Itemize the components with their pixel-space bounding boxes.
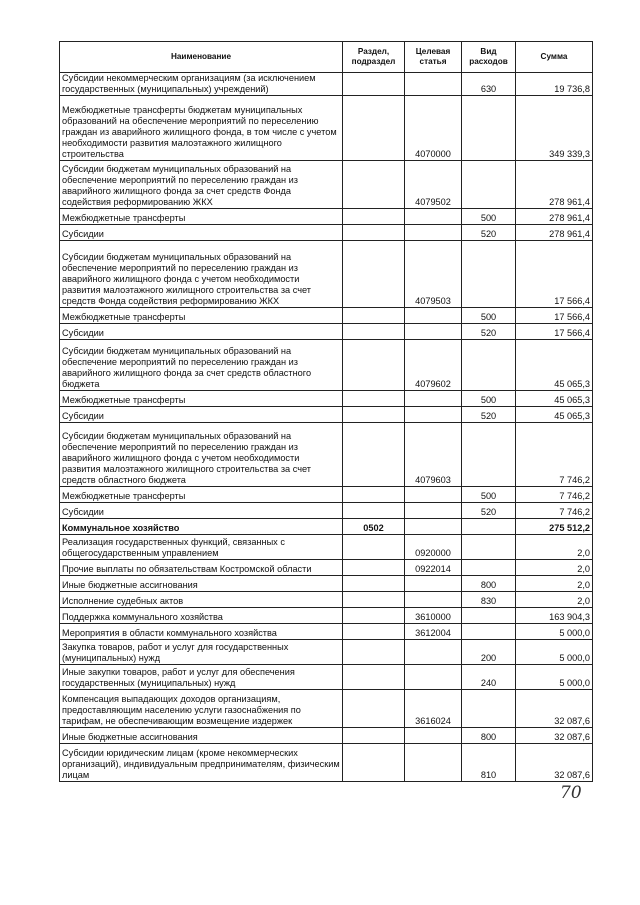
cell-article: [405, 487, 462, 503]
cell-article: [405, 391, 462, 407]
table-row: [60, 391, 593, 407]
table-row: [60, 503, 593, 519]
cell-article: [405, 407, 462, 423]
table-row: [60, 324, 593, 340]
cell-name: Субсидии некоммерческим организациям (за исключением государственных (муниципальных) учреждений): [60, 73, 343, 96]
cell-kind: 800: [462, 576, 516, 592]
cell-name: Субсидии: [60, 324, 343, 340]
cell-sum: 17 566,4: [516, 308, 593, 324]
cell-article: [405, 744, 462, 782]
cell-sum: 32 087,6: [516, 744, 593, 782]
cell-section: [343, 487, 405, 503]
cell-name: Субсидии бюджетам муниципальных образований на обеспечение мероприятий по переселению граждан из аварийного жилищного фонда за счет средств Фонда содействия реформированию ЖКХ: [60, 161, 343, 209]
cell-article: [405, 592, 462, 608]
cell-name: Межбюджетные трансферты: [60, 308, 343, 324]
header-name: Наименование: [60, 42, 343, 73]
cell-article: 4079503: [405, 241, 462, 308]
cell-kind: 520: [462, 225, 516, 241]
table-row: [60, 576, 593, 592]
table-row: [60, 608, 593, 624]
cell-name: Межбюджетные трансферты бюджетам муниципальных образований на обеспечение мероприятий по переселению граждан из аварийного жилищного фонда, в том числе с учетом необходимости развития малоэтажного жилищного строительства: [60, 96, 343, 161]
cell-article: [405, 209, 462, 225]
table-row: [60, 728, 593, 744]
table-row: [60, 407, 593, 423]
cell-article: [405, 519, 462, 535]
cell-article: [405, 576, 462, 592]
cell-section: [343, 665, 405, 690]
cell-section: [343, 560, 405, 576]
table-row: [60, 665, 593, 690]
cell-name: Прочие выплаты по обязательствам Костромской области: [60, 560, 343, 576]
cell-kind: 500: [462, 391, 516, 407]
table-body: [60, 73, 593, 782]
cell-section: [343, 391, 405, 407]
cell-article: [405, 503, 462, 519]
cell-name: Межбюджетные трансферты: [60, 391, 343, 407]
cell-name: Межбюджетные трансферты: [60, 209, 343, 225]
cell-kind: [462, 608, 516, 624]
cell-kind: 200: [462, 640, 516, 665]
cell-section: [343, 608, 405, 624]
table-row: [60, 241, 593, 308]
cell-name: Иные бюджетные ассигнования: [60, 576, 343, 592]
table-row: [60, 225, 593, 241]
budget-table: [59, 41, 593, 782]
cell-article: 4070000: [405, 96, 462, 161]
cell-sum: 5 000,0: [516, 665, 593, 690]
cell-section: [343, 161, 405, 209]
cell-section: [343, 324, 405, 340]
cell-name: Субсидии: [60, 503, 343, 519]
cell-name: Коммунальное хозяйство: [60, 519, 343, 535]
cell-kind: 520: [462, 503, 516, 519]
cell-kind: [462, 241, 516, 308]
table-row: [60, 535, 593, 560]
cell-article: 4079603: [405, 423, 462, 487]
table-header-row: [60, 42, 593, 73]
cell-sum: 275 512,2: [516, 519, 593, 535]
cell-sum: 278 961,4: [516, 209, 593, 225]
cell-section: [343, 225, 405, 241]
cell-section: [343, 241, 405, 308]
cell-section: [343, 576, 405, 592]
cell-article: [405, 728, 462, 744]
cell-sum: 5 000,0: [516, 640, 593, 665]
cell-sum: 7 746,2: [516, 423, 593, 487]
cell-kind: 500: [462, 209, 516, 225]
cell-article: [405, 225, 462, 241]
cell-article: 4079502: [405, 161, 462, 209]
cell-sum: 32 087,6: [516, 690, 593, 728]
cell-name: Субсидии бюджетам муниципальных образований на обеспечение мероприятий по переселению граждан из аварийного жилищного фонда с учетом необходимости развития малоэтажного жилищного строительства за счет средств Фонда содействия реформированию ЖКХ: [60, 241, 343, 308]
table-row: [60, 308, 593, 324]
cell-name: Мероприятия в области коммунального хозяйства: [60, 624, 343, 640]
cell-section: [343, 640, 405, 665]
cell-name: Компенсация выпадающих доходов организациям, предоставляющим населению услуги газоснабжения по тарифам, не обеспечивающим возмещение издержек: [60, 690, 343, 728]
table-row: [60, 209, 593, 225]
cell-sum: 7 746,2: [516, 487, 593, 503]
cell-name: Поддержка коммунального хозяйства: [60, 608, 343, 624]
cell-sum: 2,0: [516, 576, 593, 592]
table-row: [60, 744, 593, 782]
cell-kind: 520: [462, 407, 516, 423]
cell-sum: 278 961,4: [516, 225, 593, 241]
cell-article: [405, 73, 462, 96]
cell-section: [343, 535, 405, 560]
cell-kind: [462, 519, 516, 535]
cell-kind: [462, 690, 516, 728]
cell-kind: 240: [462, 665, 516, 690]
cell-article: 3610000: [405, 608, 462, 624]
cell-section: [343, 308, 405, 324]
cell-article: 0920000: [405, 535, 462, 560]
cell-sum: 2,0: [516, 535, 593, 560]
cell-kind: [462, 96, 516, 161]
cell-kind: 630: [462, 73, 516, 96]
cell-kind: [462, 624, 516, 640]
cell-name: Субсидии: [60, 407, 343, 423]
table-row: [60, 423, 593, 487]
table-row: [60, 487, 593, 503]
cell-section: [343, 73, 405, 96]
cell-section: [343, 744, 405, 782]
cell-sum: 7 746,2: [516, 503, 593, 519]
cell-name: Субсидии: [60, 225, 343, 241]
table-row: [60, 519, 593, 535]
cell-sum: 45 065,3: [516, 391, 593, 407]
cell-name: Реализация государственных функций, связанных с общегосударственным управлением: [60, 535, 343, 560]
cell-section: [343, 423, 405, 487]
cell-name: Межбюджетные трансферты: [60, 487, 343, 503]
cell-kind: [462, 161, 516, 209]
cell-kind: 800: [462, 728, 516, 744]
cell-kind: [462, 423, 516, 487]
cell-article: [405, 308, 462, 324]
cell-section: 0502: [343, 519, 405, 535]
cell-name: Иные закупки товаров, работ и услуг для обеспечения государственных (муниципальных) нужд: [60, 665, 343, 690]
cell-name: Иные бюджетные ассигнования: [60, 728, 343, 744]
cell-sum: 45 065,3: [516, 340, 593, 391]
table-row: [60, 690, 593, 728]
cell-kind: [462, 560, 516, 576]
cell-sum: 17 566,4: [516, 324, 593, 340]
cell-article: 0922014: [405, 560, 462, 576]
cell-sum: 278 961,4: [516, 161, 593, 209]
table-row: [60, 624, 593, 640]
cell-section: [343, 728, 405, 744]
cell-sum: 2,0: [516, 592, 593, 608]
cell-kind: 830: [462, 592, 516, 608]
table-row: [60, 592, 593, 608]
cell-name: Исполнение судебных актов: [60, 592, 343, 608]
cell-kind: 520: [462, 324, 516, 340]
table-row: [60, 340, 593, 391]
header-kind: Вид расходов: [462, 42, 516, 73]
table-row: [60, 161, 593, 209]
cell-kind: [462, 535, 516, 560]
cell-section: [343, 503, 405, 519]
cell-name: Закупка товаров, работ и услуг для государственных (муниципальных) нужд: [60, 640, 343, 665]
cell-sum: 5 000,0: [516, 624, 593, 640]
cell-sum: 2,0: [516, 560, 593, 576]
cell-name: Субсидии бюджетам муниципальных образований на обеспечение мероприятий по переселению граждан из аварийного жилищного фонда с учетом необходимости развития малоэтажного жилищного строительства за счет средств областного бюджета: [60, 423, 343, 487]
cell-section: [343, 340, 405, 391]
table-row: [60, 96, 593, 161]
cell-name: Субсидии юридическим лицам (кроме некоммерческих организаций), индивидуальным предпринимателям, физическим лицам: [60, 744, 343, 782]
table-row: [60, 73, 593, 96]
cell-kind: 500: [462, 308, 516, 324]
cell-article: [405, 640, 462, 665]
cell-section: [343, 209, 405, 225]
cell-sum: 45 065,3: [516, 407, 593, 423]
cell-sum: 32 087,6: [516, 728, 593, 744]
cell-section: [343, 96, 405, 161]
cell-article: 3612004: [405, 624, 462, 640]
cell-article: [405, 665, 462, 690]
cell-kind: 500: [462, 487, 516, 503]
cell-sum: 349 339,3: [516, 96, 593, 161]
header-article: Целевая статья: [405, 42, 462, 73]
table-row: [60, 640, 593, 665]
cell-article: 4079602: [405, 340, 462, 391]
cell-sum: 163 904,3: [516, 608, 593, 624]
cell-name: Субсидии бюджетам муниципальных образований на обеспечение мероприятий по переселению граждан из аварийного жилищного фонда за счет средств областного бюджета: [60, 340, 343, 391]
header-section: Раздел, подраздел: [343, 42, 405, 73]
cell-section: [343, 624, 405, 640]
cell-kind: [462, 340, 516, 391]
cell-article: 3616024: [405, 690, 462, 728]
cell-sum: 19 736,8: [516, 73, 593, 96]
cell-sum: 17 566,4: [516, 241, 593, 308]
cell-article: [405, 324, 462, 340]
cell-section: [343, 592, 405, 608]
cell-kind: 810: [462, 744, 516, 782]
cell-section: [343, 690, 405, 728]
cell-section: [343, 407, 405, 423]
header-sum: Сумма: [516, 42, 593, 73]
table-row: [60, 560, 593, 576]
page-number: 70: [560, 783, 582, 803]
